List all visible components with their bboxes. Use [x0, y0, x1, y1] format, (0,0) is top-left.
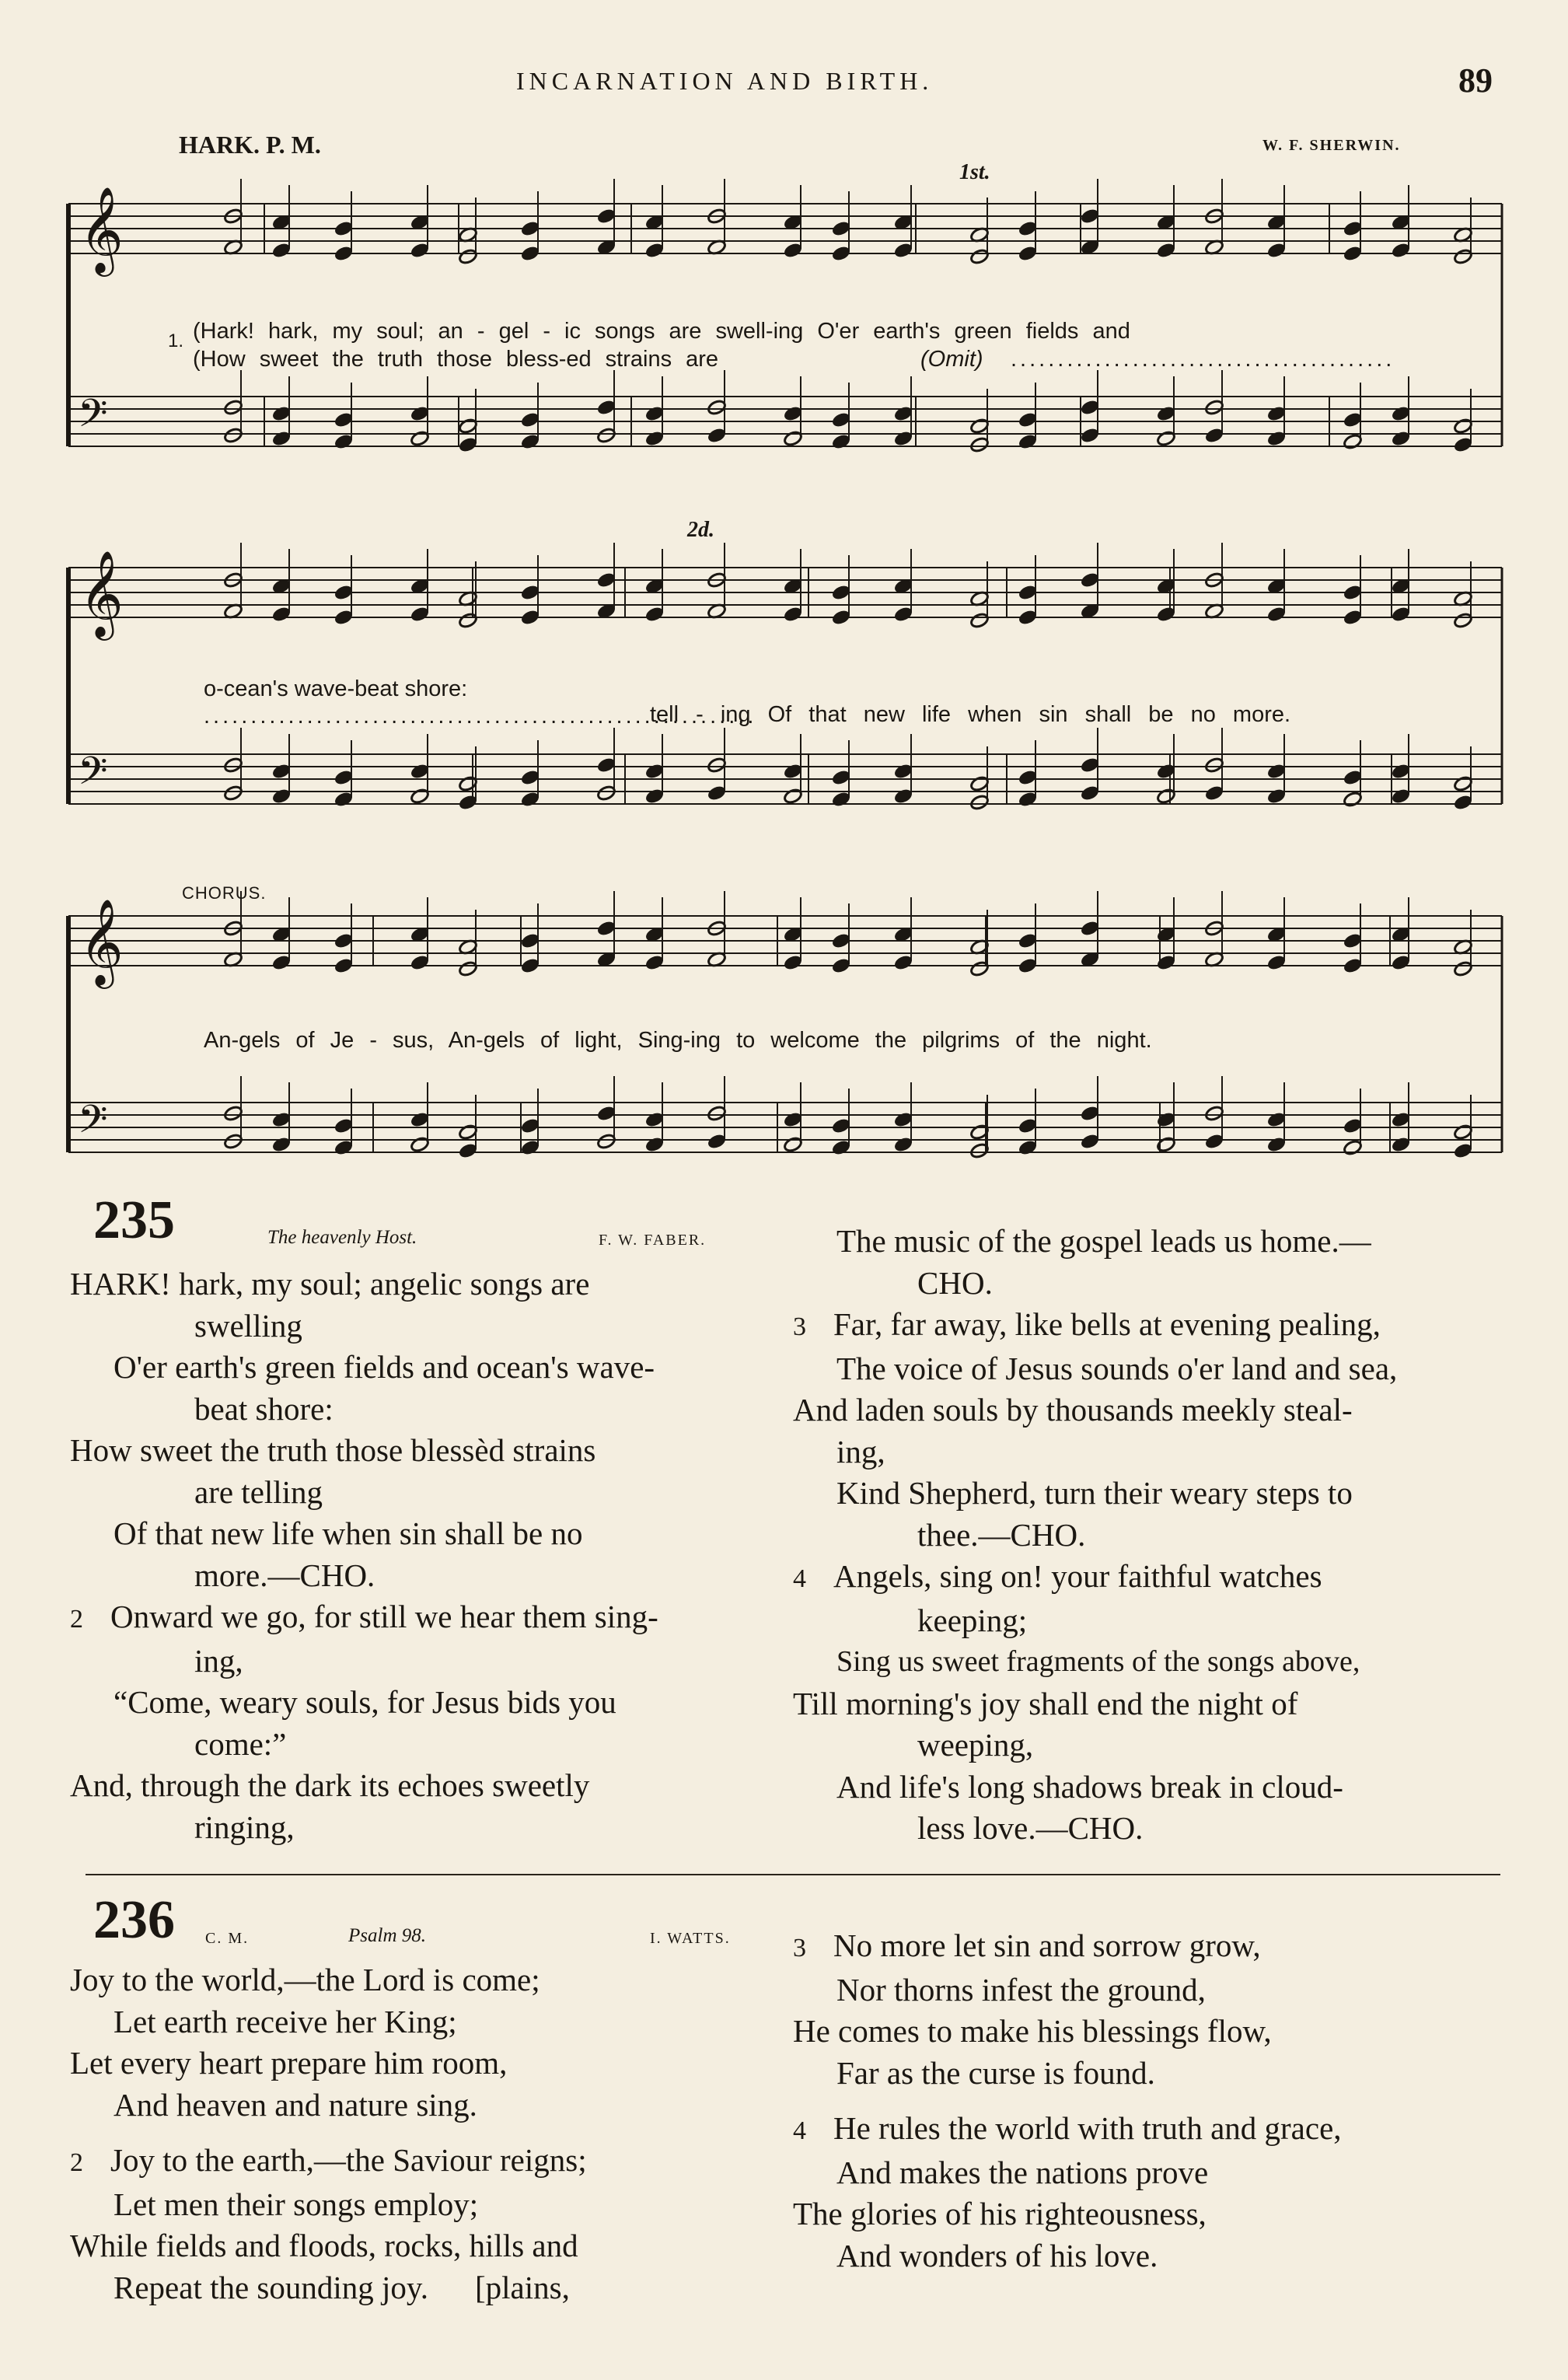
hymn-236-right-column — [793, 1925, 1342, 2277]
verse-number: 3 — [793, 1934, 806, 1962]
poem-line: CHO. — [917, 1264, 993, 1301]
poem-line: more.—CHO. — [194, 1557, 375, 1593]
lyric-line-2: (How sweet the truth those bless-ed strains are — [193, 347, 719, 372]
poem-line: Angels, sing on! your faithful watches — [833, 1558, 1322, 1594]
poem-line: And makes the nations prove — [836, 2154, 1209, 2190]
poem-line: Kind Shepherd, turn their weary steps to — [836, 1475, 1353, 1511]
poem-line: keeping; — [917, 1602, 1028, 1638]
poem-line: Joy to the world,—the Lord is come; — [70, 1962, 540, 1997]
verse-number: 1. — [168, 330, 184, 351]
hymn-235-right-column — [793, 1221, 1397, 1850]
poem-line: Onward we go, for still we hear them sing- — [110, 1599, 658, 1634]
verse-number: 4 — [793, 2116, 806, 2145]
lyric-system2-a: o-cean's wave-beat shore: — [204, 676, 468, 701]
chorus-label: CHORUS. — [182, 883, 267, 903]
verse-number: 2 — [70, 2148, 83, 2177]
tune-name: HARK. P. M. — [179, 131, 321, 159]
second-ending-mark: 2d. — [687, 518, 714, 542]
treble-clef: 𝄞 — [79, 898, 124, 985]
poem-line: ing, — [194, 1642, 243, 1679]
poem-line: The music of the gospel leads us home.— — [836, 1223, 1371, 1259]
tune-composer: W. F. SHERWIN. — [1262, 137, 1401, 154]
section-title: INCARNATION AND BIRTH. — [516, 67, 934, 95]
poem-line: Of that new life when sin shall be no — [113, 1515, 583, 1551]
page-number: 89 — [1458, 61, 1493, 100]
poem-line: Sing us sweet fragments of the songs above, — [836, 1645, 1360, 1678]
poem-line: Nor thorns infest the ground, — [836, 1971, 1206, 2008]
poem-line: “Come, weary souls, for Jesus bids you — [113, 1684, 616, 1720]
poem-line: O'er earth's green fields and ocean's wave- — [113, 1349, 655, 1385]
poem-line: The glories of his righteousness, — [793, 2196, 1207, 2231]
poem-line: Let every heart prepare him room, — [70, 2045, 508, 2081]
verse-number: 3 — [793, 1312, 806, 1341]
poem-line: He rules the world with truth and grace, — [833, 2110, 1342, 2146]
poem-line: And life's long shadows break in cloud- — [836, 1768, 1343, 1805]
poem-line: He comes to make his blessings flow, — [793, 2013, 1272, 2049]
poem-line: And wonders of his love. — [836, 2237, 1158, 2273]
poem-line-overflow: [plains, — [475, 2269, 570, 2305]
poem-line: The voice of Jesus sounds o'er land and sea, — [836, 1350, 1398, 1386]
poem-line: And, through the dark its echoes sweetly — [70, 1767, 590, 1803]
treble-clef: 𝄞 — [79, 186, 124, 273]
hymn-236-left-column — [70, 1959, 587, 2308]
poem-line: ringing, — [194, 1809, 295, 1845]
poem-line: ing, — [836, 1433, 885, 1470]
hymn-236-meter: C. M. — [205, 1930, 250, 1947]
dotted-leader: ........................................................... — [204, 704, 757, 729]
verse-number: 2 — [70, 1605, 83, 1634]
hymn-235-title: The heavenly Host. — [267, 1227, 417, 1248]
poem-line: And heaven and nature sing. — [113, 2086, 477, 2123]
hymn-235-author: F. W. FABER. — [599, 1232, 707, 1249]
poem-line: Till morning's joy shall end the night of — [793, 1685, 1298, 1721]
hymn-235-left-column — [70, 1263, 658, 1848]
poem-line: Repeat the sounding joy. — [113, 2269, 428, 2305]
poem-line: And laden souls by thousands meekly steal- — [793, 1392, 1353, 1428]
bass-clef: 𝄢 — [78, 1097, 108, 1152]
poem-line: Far as the curse is found. — [836, 2054, 1155, 2091]
treble-clef: 𝄞 — [79, 550, 124, 637]
poem-line: How sweet the truth those blessèd strains — [70, 1432, 596, 1468]
poem-line: Far, far away, like bells at evening pealing, — [833, 1306, 1381, 1342]
hymn-236-title: Psalm 98. — [348, 1925, 426, 1946]
poem-line: beat shore: — [194, 1390, 334, 1427]
lyric-system2-b: tell - ing Of that new life when sin shall be no more. — [650, 702, 1291, 727]
poem-line: thee.—CHO. — [917, 1516, 1086, 1553]
poem-line: Joy to the earth,—the Saviour reigns; — [110, 2142, 587, 2178]
bass-clef: 𝄢 — [78, 391, 108, 446]
lyric-chorus: An-gels of Je - sus, An-gels of light, Sing-ing to welcome the pilgrims of the night. — [204, 1028, 1152, 1053]
poem-line: weeping, — [917, 1727, 1034, 1763]
poem-line: swelling — [194, 1307, 302, 1344]
poem-line: come:” — [194, 1725, 287, 1762]
poem-line: HARK! hark, my soul; angelic songs are — [70, 1266, 590, 1302]
poem-line: Let men their songs employ; — [113, 2186, 479, 2222]
poem-line: less love.—CHO. — [917, 1810, 1144, 1846]
bass-clef: 𝄢 — [78, 749, 108, 803]
hymn-236-author: I. WATTS. — [650, 1930, 731, 1947]
section-divider — [86, 1874, 1500, 1875]
poem-line: Let earth receive her King; — [113, 2003, 457, 2039]
poem-line: are telling — [194, 1473, 323, 1510]
poem-line: No more let sin and sorrow grow, — [833, 1927, 1261, 1963]
hymn-number-236: 236 — [93, 1890, 175, 1950]
lyric-omit: (Omit) — [920, 347, 983, 372]
poem-line: While fields and floods, rocks, hills and — [70, 2228, 578, 2263]
omit-dotted-leader: ......................................... — [1011, 347, 1395, 372]
lyric-line-1: (Hark! hark, my soul; an - gel - ic songs are swell-ing O'er earth's green fields and — [193, 319, 1130, 344]
hymn-number-235: 235 — [93, 1190, 175, 1250]
poem-line — [70, 2267, 587, 2309]
first-ending-mark: 1st. — [959, 160, 990, 184]
verse-number: 4 — [793, 1564, 806, 1593]
